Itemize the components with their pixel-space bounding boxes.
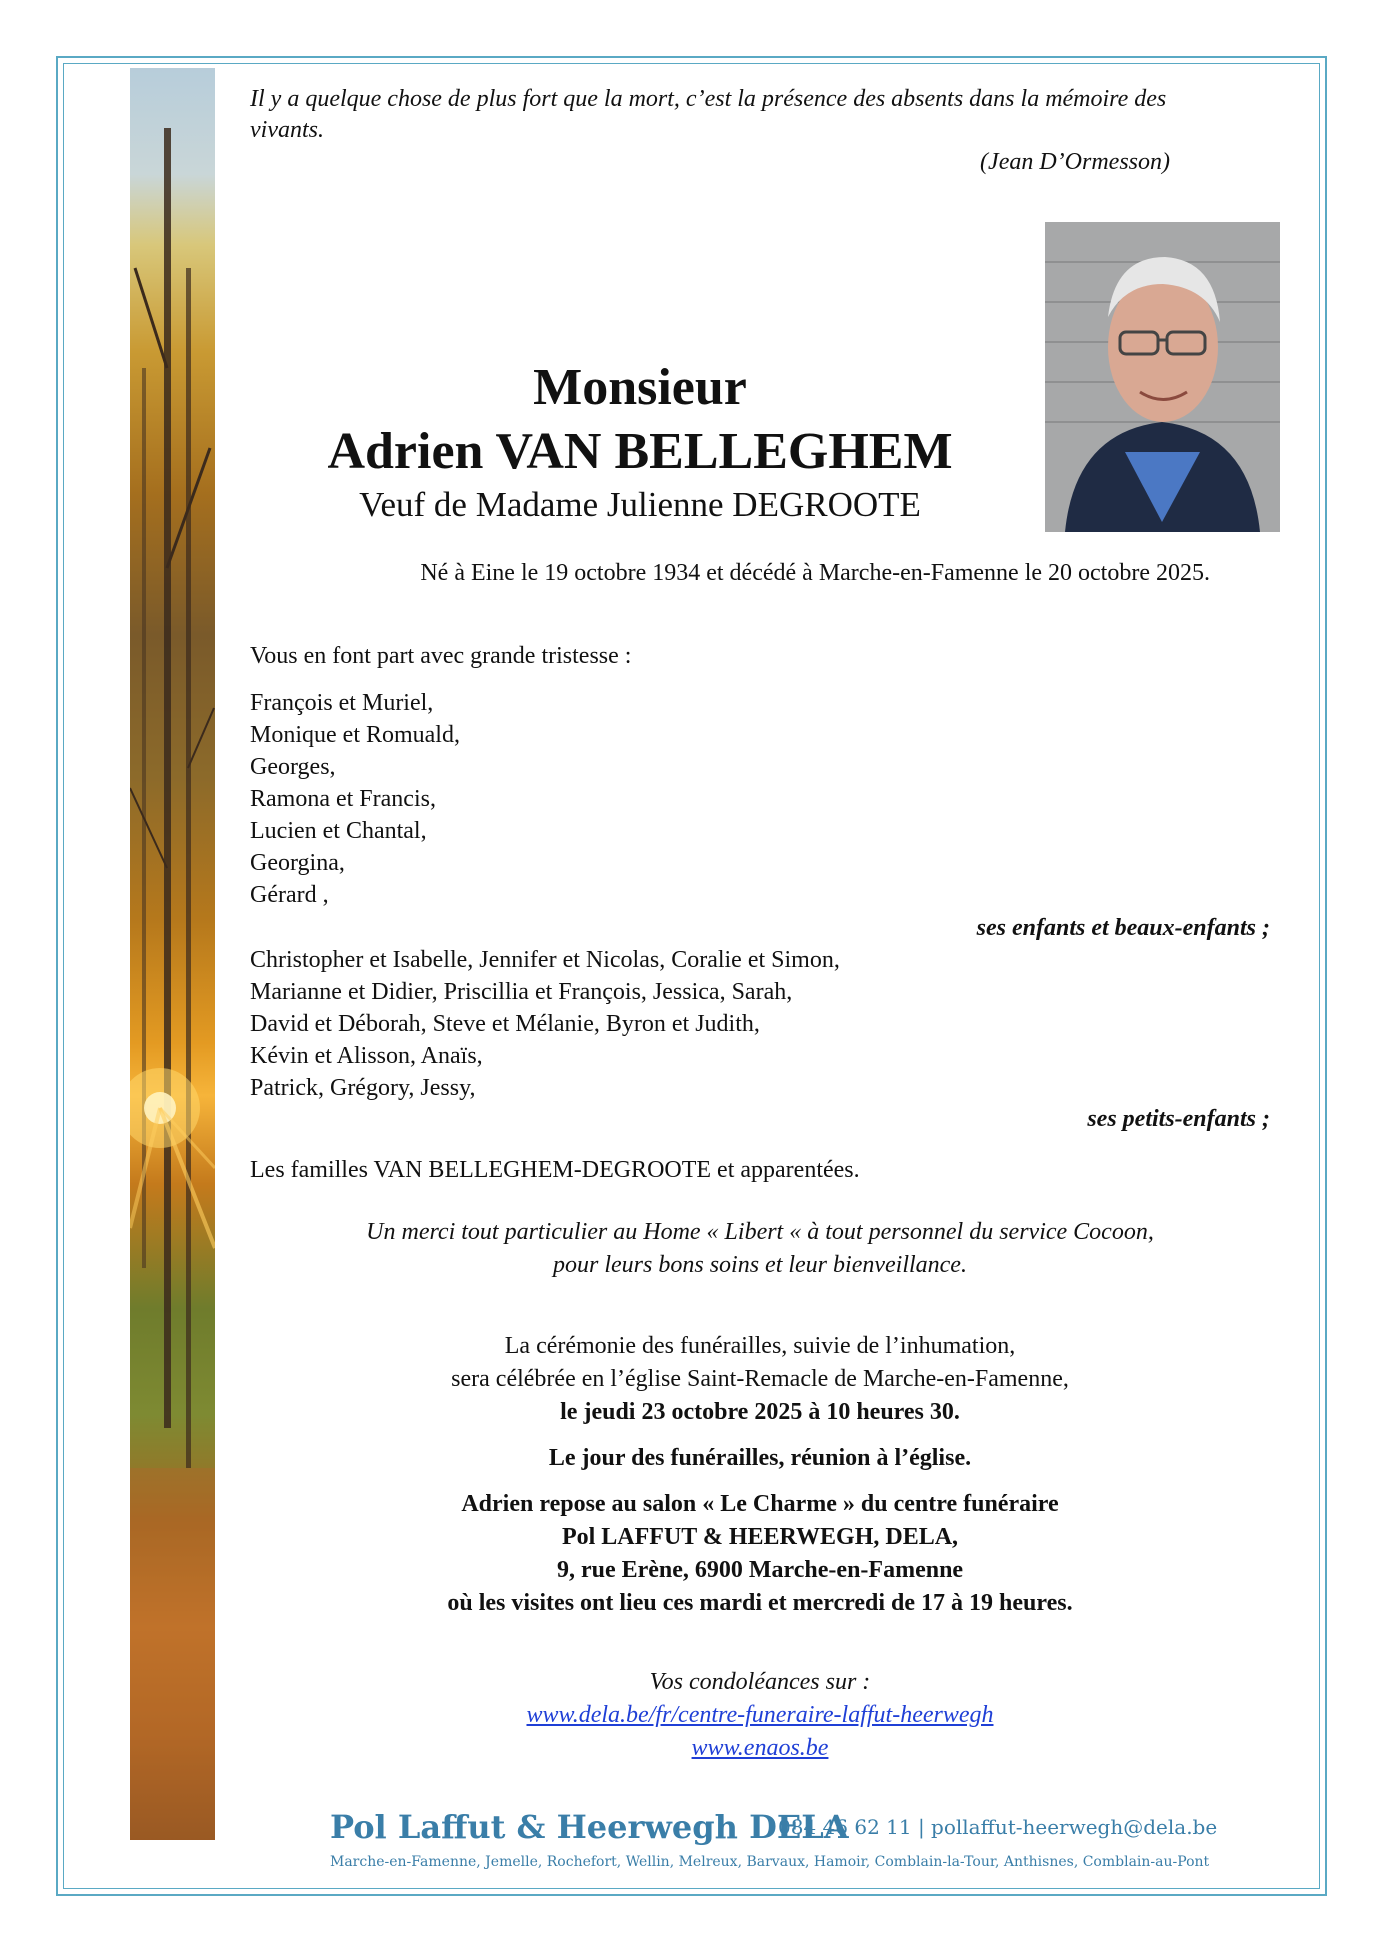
children-list — [250, 687, 460, 911]
ceremony-line-2: sera célébrée en l’église Saint-Remacle de Marche-en-Famenne, — [451, 1366, 1069, 1392]
deceased-name: Adrien VAN BELLEGHEM — [327, 423, 953, 480]
rest-line-1: Adrien repose au salon « Le Charme » du centre funéraire — [461, 1491, 1059, 1517]
thanks-line-2: pour leurs bons soins et leur bienveillance. — [553, 1252, 967, 1278]
deceased-title: Monsieur — [533, 359, 747, 416]
autumn-trees-photo — [130, 68, 215, 1840]
autumn-trees-illustration — [130, 68, 215, 1840]
list-item: Lucien et Chantal, — [250, 818, 427, 844]
footer-locations: Marche-en-Famenne, Jemelle, Rochefort, Wellin, Melreux, Barvaux, Hamoir, Comblain-la-Tour, Anthisnes, Comblain-au-Pont — [330, 1854, 1210, 1870]
condolences-link-dela[interactable]: www.dela.be/fr/centre-funeraire-laffut-heerwegh — [526, 1702, 994, 1728]
list-item: Gérard , — [250, 882, 329, 908]
footer-contact: 084 46 62 11 | pollaffut-heerwegh@dela.be — [778, 1815, 1218, 1839]
list-item: Marianne et Didier, Priscillia et François, Jessica, Sarah, — [250, 979, 793, 1005]
children-label: ses enfants et beaux-enfants ; — [976, 915, 1270, 941]
list-item: Ramona et Francis, — [250, 786, 436, 812]
list-item: Kévin et Alisson, Anaïs, — [250, 1043, 483, 1069]
list-item: David et Déborah, Steve et Mélanie, Byron et Judith, — [250, 1011, 760, 1037]
portrait-illustration — [1045, 222, 1280, 532]
portrait-photo — [1045, 222, 1280, 532]
birth-death-line: Né à Eine le 19 octobre 1934 et décédé à Marche-en-Famenne le 20 octobre 2025. — [420, 560, 1210, 586]
rest-line-3: 9, rue Erène, 6900 Marche-en-Famenne — [556, 1557, 964, 1583]
list-item: Patrick, Grégory, Jessy, — [250, 1075, 476, 1101]
thanks-line-1: Un merci tout particulier au Home « Libert « à tout personnel du service Cocoon, — [366, 1219, 1154, 1245]
ceremony-line-1: La cérémonie des funérailles, suivie de l’inhumation, — [504, 1333, 1016, 1359]
list-item: Christopher et Isabelle, Jennifer et Nicolas, Coralie et Simon, — [250, 947, 840, 973]
condolences-label: Vos condoléances sur : — [649, 1669, 871, 1695]
list-item: Georgina, — [250, 850, 345, 876]
grandchildren-label: ses petits-enfants ; — [1087, 1106, 1270, 1132]
quote-author: (Jean D’Ormesson) — [980, 149, 1170, 175]
rest-line-4: où les visites ont lieu ces mardi et mercredi de 17 à 19 heures. — [447, 1590, 1073, 1616]
ceremony-date: le jeudi 23 octobre 2025 à 10 heures 30. — [560, 1399, 960, 1425]
grandchildren-list — [250, 944, 840, 1104]
list-item: François et Muriel, — [250, 690, 434, 716]
rest-line-2: Pol LAFFUT & HEERWEGH, DELA, — [561, 1524, 959, 1550]
quote-text: Il y a quelque chose de plus fort que la mort, c’est la présence des absents dans la mémoire des vivants. — [250, 86, 1167, 143]
ceremony-meeting: Le jour des funérailles, réunion à l’église. — [548, 1445, 972, 1471]
footer-brand-logo: Pol Laffut & Heerwegh DELA — [330, 1808, 849, 1846]
deceased-widow-of: Veuf de Madame Julienne DEGROOTE — [359, 485, 921, 524]
list-item: Georges, — [250, 754, 336, 780]
condolences-link-2-row — [250, 1732, 1270, 1765]
announcement-intro: Vous en font part avec grande tristesse : — [250, 643, 632, 669]
families-line: Les familles VAN BELLEGHEM-DEGROOTE et apparentées. — [250, 1157, 860, 1183]
list-item: Monique et Romuald, — [250, 722, 460, 748]
condolences-link-1-row — [250, 1699, 1270, 1732]
condolences-link-enaos[interactable]: www.enaos.be — [691, 1735, 829, 1761]
